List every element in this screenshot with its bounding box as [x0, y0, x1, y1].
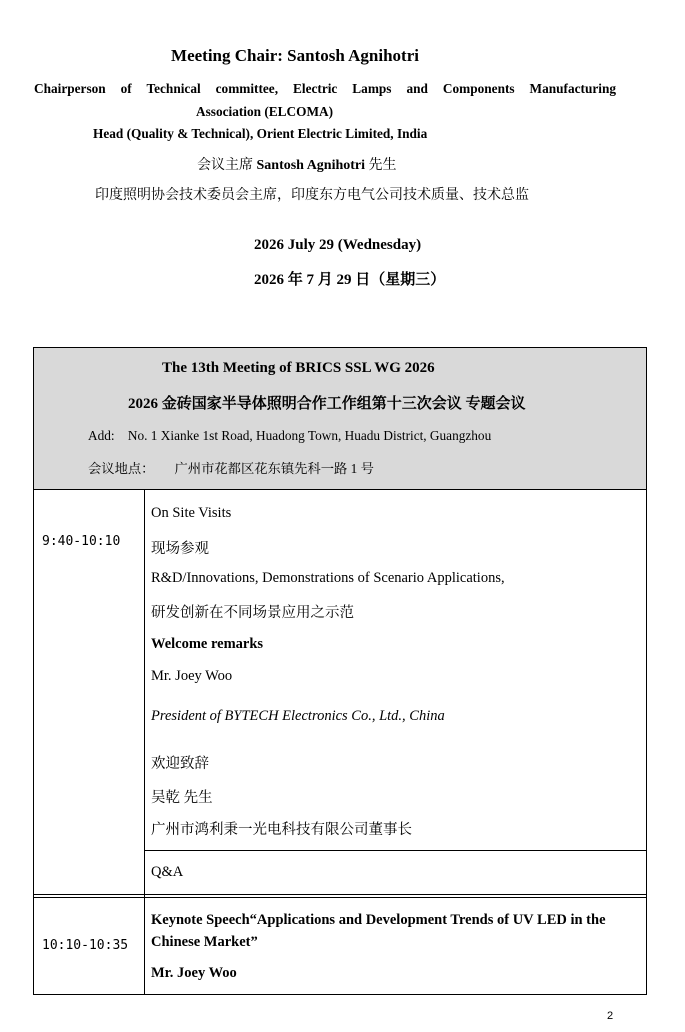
speaker-name: Mr. Joey Woo	[151, 668, 233, 684]
speaker-title: President of BYTECH Electronics Co., Ltd., China	[151, 708, 445, 724]
agenda-table	[33, 347, 647, 995]
meeting-date-en: 2026 July 29 (Wednesday)	[254, 237, 422, 253]
chair-position-line-cont: Association (ELCOMA)	[196, 104, 334, 119]
session-2-time: 10:10-10:35	[42, 938, 129, 953]
address-cn-label: 会议地点：	[88, 461, 155, 476]
welcome-remarks-heading: Welcome remarks	[151, 636, 264, 652]
speaker-title-cn: 广州市鸿利秉一光电科技有限公司董事长	[151, 822, 412, 838]
session-line: On Site Visits	[151, 505, 232, 521]
chair-cn-label: 会议主席	[197, 158, 253, 173]
session-line: 研发创新在不同场景应用之示范	[151, 605, 354, 621]
meeting-date-cn: 2026 年 7 月 29 日（星期三）	[254, 272, 446, 288]
address-text: No. 1 Xianke 1st Road, Huadong Town, Huadu District, Guangzhou	[127, 428, 492, 443]
session-line: 现场参观	[151, 541, 209, 557]
chair-title: Meeting Chair: Santosh Agnihotri	[171, 46, 419, 65]
qa-divider	[144, 850, 646, 851]
row-divider-gap	[34, 897, 646, 898]
chair-cn-title	[197, 154, 397, 174]
table-header	[34, 348, 646, 490]
keynote-speaker: Mr. Joey Woo	[151, 965, 237, 981]
time-column-divider	[144, 490, 145, 994]
chair-cn-description: 印度照明协会技术委员会主席，印度东方电气公司技术质量、技术总监	[95, 188, 529, 203]
meeting-title: The 13th Meeting of BRICS SSL WG 2026	[162, 360, 435, 376]
chair-cn-name: Santosh Agnihotri	[256, 158, 366, 173]
chair-position-line: Chairperson of Technical committee, Electric Lamps and Components Manufacturing	[34, 81, 616, 96]
speaker-name-cn: 吴乾 先生	[151, 790, 213, 806]
meeting-address	[88, 428, 491, 444]
session-line: R&D/Innovations, Demonstrations of Scenario Applications,	[151, 570, 505, 586]
chair-affiliation: Head (Quality & Technical), Orient Electric Limited, India	[93, 126, 428, 141]
page-number: 2	[607, 1010, 614, 1022]
address-cn-text: 广州市花都区花东镇先科一路 1 号	[174, 461, 374, 476]
row-divider	[34, 894, 646, 895]
keynote-title: Keynote Speech“Applications and Development Trends of UV LED in the Chinese Market”	[151, 912, 606, 950]
meeting-title-cn: 2026 金砖国家半导体照明合作工作组第十三次会议 专题会议	[128, 396, 526, 412]
chair-cn-suffix: 先生	[368, 158, 397, 173]
session-1-time: 9:40-10:10	[42, 534, 121, 549]
meeting-address-cn	[88, 458, 374, 477]
address-label: Add:	[88, 428, 115, 443]
qa-label: Q&A	[151, 864, 184, 880]
session-line: 欢迎致辞	[151, 756, 209, 772]
